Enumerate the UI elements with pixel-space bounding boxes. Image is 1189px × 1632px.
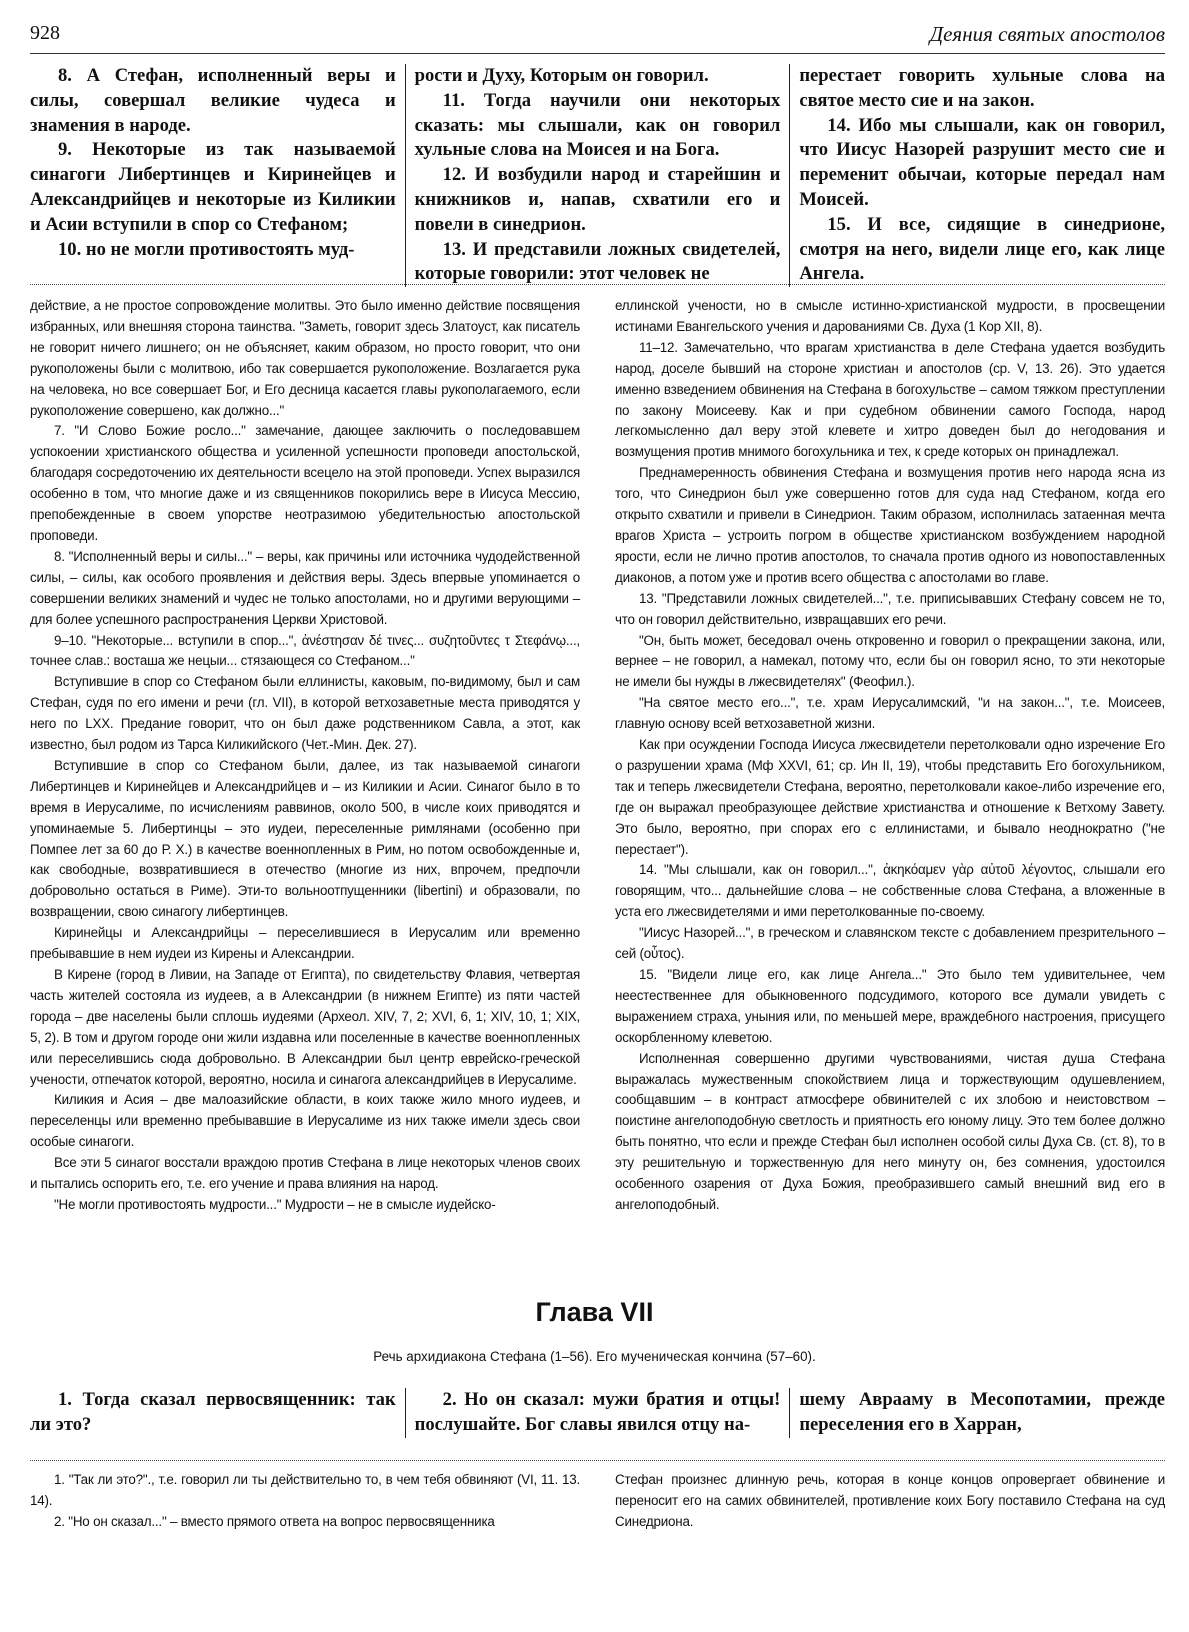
- scripture-verses-top: [30, 64, 1165, 287]
- verse-column: [406, 64, 790, 287]
- commentary-paragraph: 15. "Видели лице его, как лице Ангела..." Это было тем удивительнее, чем неестественнее для обыкновенного подсудимого, которого все думали увидеть с выражением страха, уныния или, по меньшей мере, враждебного настроения, присущего оскорбленному клеветою.: [615, 967, 1165, 1045]
- commentary-paragraph: Как при осуждении Господа Иисуса лжесвидетели перетолковали одно изречение Его о разрушении храма (Мф XXVI, 61; ср. Ин II, 19), чтобы представить Его богохульником, так и теперь лжесвидетели Стефана, вероятно, перетолковали какое-либо изречение его, где он выражал преобразующее действие христианства и отношение к Ветхому Завету. Это было, вероятно, при спорах его с еллинистами, и бывало неоднократно ("не перестает").: [615, 737, 1165, 857]
- commentary-column-right: [615, 296, 1165, 1216]
- commentary-paragraph: Вступившие в спор со Стефаном были еллинисты, каковым, по-видимому, был и сам Стефан, судя по его имени и речи (гл. VII), в которой ветхозаветные места приводятся у него по LXX. Предание говорит, что он был даже родственником Савла, а этот, как известно, был родом из Тарса Киликийского (Чет.-Мин. Дек. 27).: [30, 674, 580, 753]
- commentary-bottom-right: [615, 1470, 1165, 1533]
- page-header: [30, 22, 1165, 52]
- verses-divider: [30, 284, 1165, 285]
- commentary-paragraph: действие, а не простое сопровождение молитвы. Это было именно действие посвящения избранных, или внешняя сторона таинства. "Заметь, говорит здесь Златоуст, как писатель не говорит ничего лишнего; он не объясняет, каким образом, но просто говорит, что они рукоположены были с молитвою, ибо так совершается рукоположение. Возлагается рука на человека, но все совершает Бог, и Его десница касается главы рукополагаемого, если рукоположение совершено, как должно...": [30, 298, 580, 418]
- commentary-paragraph: Исполненная совершенно другими чувствованиями, чистая душа Стефана выражалась мужественным спокойствием лица и торжествующим одушевлением, сообщавшим – в контраст атмосфере обвинителей с их злобою и неистовством – поистине ангелоподобную светлость и приятность его юному лицу. Это тем более должно быть понятно, что если и прежде Стефан был исполнен особой силы Духа Св. (ст. 8), то в эту решительную и торжественную для него минуту он, без сомнения, удостоился особенного озарения от Духа Божия, преобразившего самый внешний вид его в ангелоподобный.: [615, 1050, 1165, 1212]
- verse-paragraph: 9. Некоторые из так называемой синагоги Либертинцев и Киринейцев и Александрийцев и некоторые из Киликии и Асии вступили в спор со Стефаном;: [30, 139, 396, 235]
- commentary-paragraph: 9–10. "Некоторые... вступили в спор...", ἀνέστησαν δέ τινες... συζητοῦντες τ Στεφάνῳ..., точнее слав.: восташа же нецыи... стязающеся со Стефаном...": [30, 632, 580, 669]
- scripture-verses-bottom: [30, 1388, 1165, 1438]
- verse-paragraph: рости и Духу, Которым он говорил.: [414, 65, 709, 86]
- verse-paragraph: шему Аврааму в Месопотамии, прежде переселения его в Харран,: [799, 1389, 1166, 1435]
- verses-divider-bottom: [30, 1460, 1165, 1461]
- commentary-bottom-left: [30, 1470, 580, 1533]
- commentary-paragraph: Стефан произнес длинную речь, которая в конце концов опровергает обвинение и переносит его на самих обвинителей, противление коих Богу поставило Стефана на суд Синедриона.: [615, 1472, 1165, 1529]
- verse-paragraph: 8. А Стефан, исполненный веры и силы, совершал великие чудеса и знамения в народе.: [30, 65, 396, 136]
- verse-paragraph: 2. Но он сказал: мужи братия и отцы! послушайте. Бог славы явился отцу на-: [414, 1389, 781, 1435]
- verse-column: [790, 64, 1165, 287]
- commentary-paragraph: "Не могли противостоять мудрости..." Мудрости – не в смысле иудейско-: [54, 1196, 496, 1212]
- commentary-top: [30, 296, 1165, 1216]
- commentary-paragraph: 7. "И Слово Божие росло..." замечание, дающее заключить о последовавшем успокоении христианского общества и усиленной успешности проповеди апостольской, благодаря сосредоточению их деятельности всецело на этой проповеди. Успех выразился особенно в том, что многие даже и из священников покорились вере в Иисуса Мессию, препобежденные в своем упорстве неотразимою убедительностью апостольской проповеди.: [30, 423, 580, 543]
- commentary-column-left: [30, 296, 580, 1216]
- commentary-paragraph: "Он, быть может, беседовал очень откровенно и говорил о прекращении закона, или, вернее – не говорил, а намекал, потому что, если бы он говорил ясно, то эти некоторые не имели бы нужды в лжесвидетелях" (Феофил.).: [615, 632, 1165, 690]
- commentary-paragraph: Вступившие в спор со Стефаном были, далее, из так называемой синагоги Либертинцев и Киринейцев и Александрийцев и – из Киликии и Асии. Синагог было в то время в Иерусалиме, по исчислениям раввинов, около 500, в числе коих приводятся и упоминаемые 5. Либертинцы – это иудеи, переселенные римлянами (особенно при Помпее лет за 60 до Р. Х.) в качестве военнопленных в Рим, но потом освобожденные и, как свободные, возвратившиеся в отечество (многие из них, впрочем, предпочли добровольно остаться в Риме). Эти-то вольноотпущенники (libertini) и образовали, по возвращении, свою синагогу либертинцев.: [30, 757, 580, 920]
- commentary-paragraph: 14. "Мы слышали, как он говорил...", ἀκηκόαμεν γὰρ αὐτοῦ λέγοντος, слышали его говорящим, что... дальнейшие слова – не собственные слова Стефана, а вложенные в уста его лжесвидетелями и ими перетолкованные по-своему.: [615, 862, 1165, 920]
- verse-column: [406, 1388, 790, 1438]
- page-number: 928: [30, 22, 60, 44]
- commentary-paragraph: Все эти 5 синагог восстали враждою против Стефана в лице некоторых членов своих и пытались оспорить его, т.е. его учение и права влияния на народ.: [30, 1155, 580, 1192]
- commentary-paragraph: 13. "Представили ложных свидетелей...", т.е. приписывавших Стефану совсем не то, что он говорил действительно, извращавших его речи.: [615, 590, 1165, 627]
- chapter-title: Глава VII: [535, 1297, 654, 1327]
- verse-paragraph: 15. И все, сидящие в синедрионе, смотря на него, видели лице его, как лице Ангела.: [799, 213, 1166, 285]
- commentary-paragraph: 11–12. Замечательно, что врагам христианства в деле Стефана удается возбудить народ, доселе бывший на стороне христиан и апостолов (ср. V, 13. 26). Это удается именно взведением обвинения на Стефана в богохульстве – самом тяжком преступлении по закону Моисееву. Как и при судебном обвинении самого Господа, народ легкомысленно дал веру этой клевете и хитро доведен был до негодования и возмущения против мнимого богохульника и тех, к среде которых он принадлежал.: [615, 339, 1165, 460]
- commentary-paragraph: Киринейцы и Александрийцы – переселившиеся в Иерусалим или временно пребывавшие в нем иудеи из Кирены и Александрии.: [30, 925, 580, 962]
- commentary-paragraph: 1. "Так ли это?"., т.е. говорил ли ты действительно то, в чем тебя обвиняют (VI, 11. 13. 14).: [30, 1472, 580, 1508]
- commentary-paragraph: В Кирене (город в Ливии, на Западе от Египта), по свидетельству Флавия, четвертая часть жителей состояла из иудеев, а в Александрии (в нижнем Египте) из пяти частей города – две населены были сплошь иудеями (Археол. XIV, 7, 2; XVI, 6, 1; XIV, 10, 1; XIX, 5, 2). В том и другом городе они жили издавна или поселенные в качестве военнопленных или переселившись сюда добровольно. В Александрии был центр еврейско-греческой учености, отпечаток которой, вероятно, носила и синагога александрийцев в Иерусалиме.: [30, 967, 580, 1087]
- commentary-paragraph: 2. "Но он сказал..." – вместо прямого ответа на вопрос первосвященника: [54, 1513, 495, 1529]
- verse-column: [30, 1388, 405, 1438]
- commentary-paragraph: 8. "Исполненный веры и силы..." – веры, как причины или источника чудодейственной силы, – силы, как особого проявления и действия веры. Здесь впервые упоминается о совершении великих знамений и чудес не только апостолами, но и другими верующими – для более успешного распространения Церкви Христовой.: [30, 548, 580, 627]
- verse-paragraph: 13. И представили ложных свидетелей, которые говорили: этот человек не: [414, 238, 781, 285]
- verse-paragraph: 12. И возбудили народ и старейшин и книжников и, напав, схватили его и повели в синедрион.: [414, 164, 781, 235]
- verse-paragraph: 10. но не могли противостоять муд-: [58, 238, 355, 260]
- verse-paragraph: 11. Тогда научили они некоторых сказать: мы слышали, как он говорил хульные слова на Моисея и на Бога.: [414, 89, 781, 161]
- verse-column: [30, 64, 405, 287]
- commentary-paragraph: "Иисус Назорей...", в греческом и славянском тексте с добавлением презрительного – сей (οὗτος).: [615, 925, 1165, 962]
- commentary-paragraph: "На святое место его...", т.е. храм Иерусалимский, "и на закон...", т.е. Моисеев, главную основу всей ветхозаветной жизни.: [615, 695, 1165, 732]
- commentary-paragraph: еллинской учености, но в смысле истинно-христианской мудрости, в просвещении истинами Евангельского учения и дарованиями Св. Духа (1 Кор XII, 8).: [615, 298, 1165, 334]
- chapter-subtitle: Речь архидиакона Стефана (1–56). Его мученическая кончина (57–60).: [373, 1349, 816, 1364]
- commentary-paragraph: Преднамеренность обвинения Стефана и возмущения против него народа ясна из того, что Синедрион был уже совершенно готов для суда над Стефаном, когда его открыто схватили и привели в Синедрион. Таким образом, исполнилась затаенная мечта врагов Христа – устроить погром в обществе христианском возбуждением народной ярости, если не лично против апостолов, то сначала против одного из новопоставленных диаконов, а потом уже и против всего общества с апостолами во главе.: [615, 465, 1165, 585]
- verse-paragraph: 14. Ибо мы слышали, как он говорил, что Иисус Назорей разрушит место сие и переменит обычаи, которые передал нам Моисей.: [799, 114, 1166, 210]
- header-rule: [30, 53, 1165, 54]
- commentary-bottom: [30, 1470, 1165, 1533]
- running-title: Деяния святых апостолов: [929, 22, 1165, 46]
- verse-column: [790, 1388, 1165, 1438]
- commentary-paragraph: Киликия и Асия – две малоазийские области, в коих также жило много иудеев, и переселенцы или временно пребывавшие в Иерусалиме из них также имели здесь свои особые синагоги.: [30, 1092, 580, 1150]
- verse-paragraph: 1. Тогда сказал первосвященник: так ли это?: [30, 1389, 396, 1435]
- verse-paragraph: перестает говорить хульные слова на святое место сие и на закон.: [799, 65, 1166, 111]
